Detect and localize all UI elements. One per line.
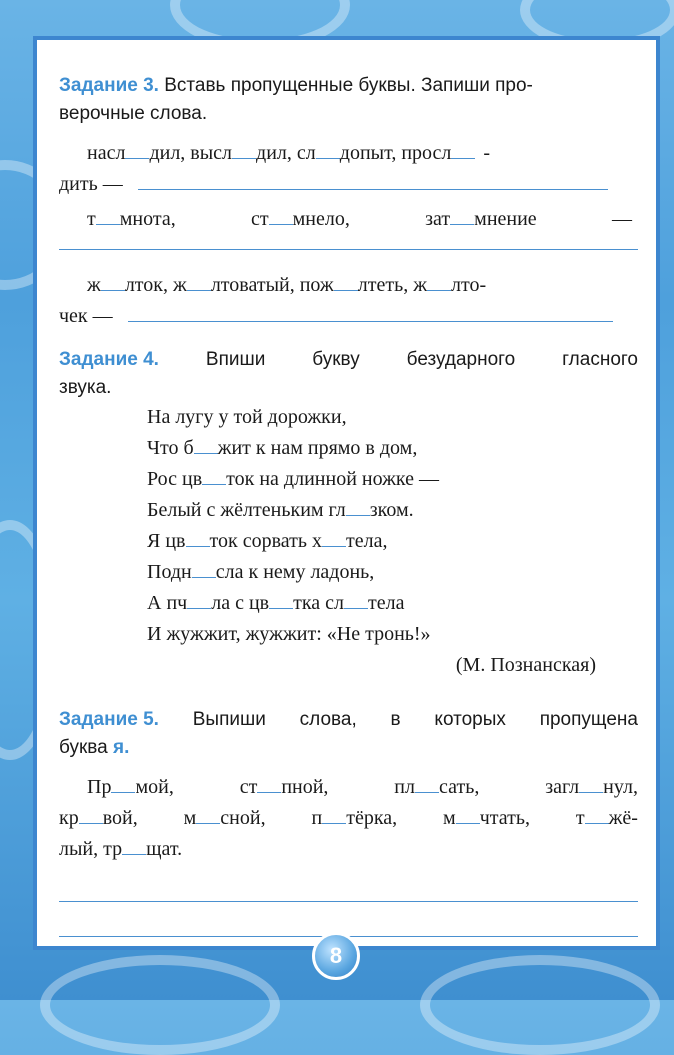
letter-blank[interactable] — [344, 590, 368, 609]
letter-blank[interactable] — [322, 528, 346, 547]
letter-blank[interactable] — [192, 559, 216, 578]
letter-blank[interactable] — [196, 805, 220, 824]
task-4-label: Задание 4. — [59, 349, 159, 370]
task-4: Задание 4. Впиши букву безударного гласного звука. — [59, 346, 638, 402]
letter-blank[interactable] — [232, 140, 256, 159]
task-5: Задание 5. Выпиши слова, в которых пропущена буква я. Пр мой, ст пной, пл сать, загл нул, кр вой, м сной, п тёрка, м чтать, т жё- лый, тр щат. — [59, 706, 638, 937]
highlighted-letter: я. — [113, 737, 130, 758]
task-3-instruction: Вставь пропущенные буквы. Запиши про- — [164, 75, 533, 96]
answer-line[interactable] — [59, 249, 638, 250]
letter-blank[interactable] — [187, 272, 211, 291]
task-5-line-3: лый, тр щат. — [59, 838, 183, 860]
letter-blank[interactable] — [101, 272, 125, 291]
letter-blank[interactable] — [456, 805, 480, 824]
letter-blank[interactable] — [585, 805, 609, 824]
letter-blank[interactable] — [202, 466, 226, 485]
poem-line: Белый с жёлтеньким гл зком. — [147, 499, 414, 521]
letter-blank[interactable] — [122, 836, 146, 855]
poem-line: Рос цв ток на длинной ножке — — [147, 468, 440, 490]
task-5-instruction-cont: буква — [59, 737, 108, 758]
poem — [147, 402, 439, 650]
letter-blank[interactable] — [316, 140, 340, 159]
poem-line: А пч ла с цв тка сл тела — [147, 592, 405, 614]
task-3-line-4: ж лток, ж лтоватый, пож лтеть, ж лто- — [87, 274, 487, 296]
letter-blank[interactable] — [334, 272, 358, 291]
letter-blank[interactable] — [194, 435, 218, 454]
task-5-line-1: Пр мой, ст пной, пл сать, загл нул, — [87, 776, 638, 798]
letter-blank[interactable] — [450, 206, 474, 225]
poem-line: Что б жит к нам прямо в дом, — [147, 437, 418, 459]
task-3-label: Задание 3. — [59, 75, 159, 96]
task-3-line-1: насл дил, высл дил, сл допыт, просл - — [87, 142, 491, 164]
task-3-line-5: чек — — [59, 301, 638, 332]
letter-blank[interactable] — [346, 497, 370, 516]
poem-author: (М. Познанская) — [455, 654, 596, 676]
letter-blank[interactable] — [96, 206, 120, 225]
letter-blank[interactable] — [187, 590, 211, 609]
poem-line: На лугу у той дорожки, — [147, 406, 347, 428]
task-3-instruction-cont: верочные слова. — [59, 103, 208, 124]
answer-line[interactable] — [59, 901, 638, 902]
letter-blank[interactable] — [579, 774, 603, 793]
letter-blank[interactable] — [186, 528, 210, 547]
background-swirl — [420, 955, 660, 1055]
letter-blank[interactable] — [257, 774, 281, 793]
poem-line: Подн сла к нему ладонь, — [147, 561, 375, 583]
letter-blank[interactable] — [125, 140, 149, 159]
task-4-instruction-cont: звука. — [59, 377, 112, 398]
letter-blank[interactable] — [415, 774, 439, 793]
task-5-label: Задание 5. — [59, 709, 159, 730]
worksheet-page — [33, 36, 660, 950]
poem-line: И жужжит, жужжит: «Не тронь!» — [147, 623, 431, 645]
letter-blank[interactable] — [427, 272, 451, 291]
letter-blank[interactable] — [451, 140, 475, 159]
task-3-line-2: дить — — [59, 169, 638, 200]
task-3-line-3: т мнота, ст мнело, зат мнение — — [87, 208, 632, 230]
letter-blank[interactable] — [269, 590, 293, 609]
poem-line: Я цв ток сорвать х тела, — [147, 530, 388, 552]
letter-blank[interactable] — [79, 805, 103, 824]
task-3 — [59, 72, 638, 332]
answer-line[interactable] — [128, 321, 613, 322]
letter-blank[interactable] — [111, 774, 135, 793]
background-swirl — [40, 955, 280, 1055]
letter-blank[interactable] — [269, 206, 293, 225]
letter-blank[interactable] — [322, 805, 346, 824]
answer-line[interactable] — [138, 189, 608, 190]
task-5-line-2: кр вой, м сной, п тёрка, м чтать, т жё- — [59, 807, 638, 829]
page-number: 8 — [312, 932, 360, 980]
